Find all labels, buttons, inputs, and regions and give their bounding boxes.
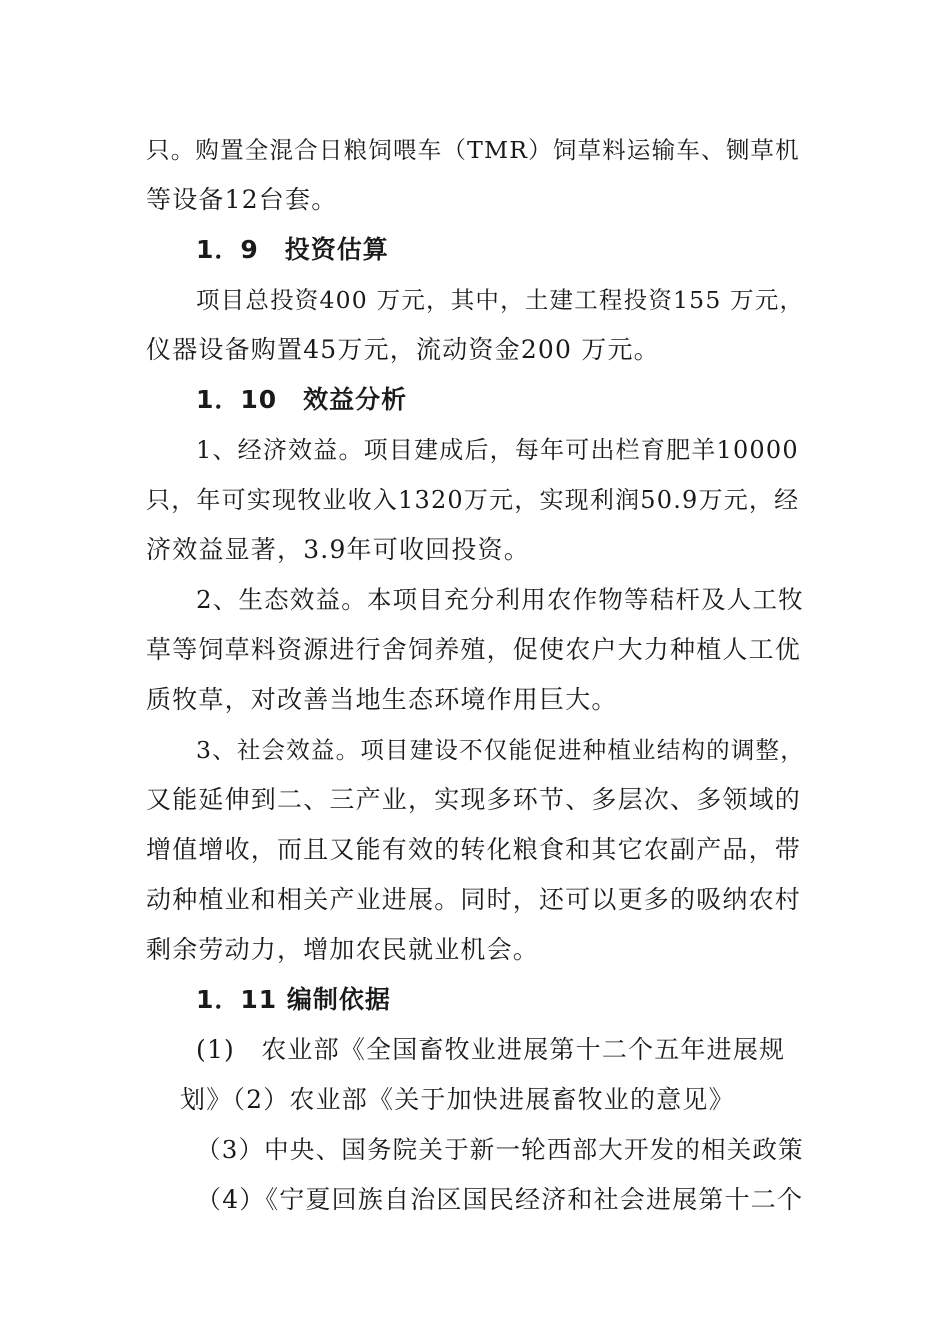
paragraph-line: 增值增收，而且又能有效的转化粮食和其它农副产品，带 (146, 835, 802, 864)
paragraph-line: 济效益显著，3.9年可收回投资。 (146, 535, 530, 564)
section-heading-benefit: 1．10 效益分析 (196, 385, 408, 414)
paragraph-line: 项目总投资400 万元，其中，土建工程投资155 万元， (196, 286, 805, 314)
paragraph-line: 3、社会效益。项目建设不仅能促进种植业结构的调整， (196, 736, 805, 764)
paragraph-line: 2、生态效益。本项目充分利用农作物等秸杆及人工牧 (196, 585, 804, 614)
paragraph-line: 只，年可实现牧业收入1320万元，实现利润50.9万元，经 (146, 486, 800, 514)
paragraph-line: 质牧草，对改善当地生态环境作用巨大。 (146, 685, 618, 714)
paragraph-line: （4）《宁夏回族自治区国民经济和社会进展第十二个 (196, 1185, 804, 1214)
section-heading-basis: 1．11 编制依据 (196, 985, 391, 1014)
paragraph-line: 仪器设备购置45万元，流动资金200 万元。 (146, 335, 660, 364)
paragraph-line: (1) 农业部《全国畜牧业进展第十二个五年进展规 (196, 1035, 786, 1064)
paragraph-line: 划》（2）农业部《关于加快进展畜牧业的意见》 (180, 1085, 735, 1114)
paragraph-line: 草等饲草料资源进行舍饲养殖，促使农户大力种植人工优 (146, 635, 802, 664)
paragraph-line: 动种植业和相关产业进展。同时，还可以更多的吸纳农村 (146, 885, 802, 914)
paragraph-line: 1、经济效益。项目建成后，每年可出栏育肥羊10000 (196, 436, 799, 464)
paragraph-line: （3）中央、国务院关于新一轮西部大开发的相关政策 (196, 1135, 804, 1164)
paragraph-line: 剩余劳动力，增加农民就业机会。 (146, 935, 540, 964)
paragraph-line: 只。购置全混合日粮饲喂车（TMR）饲草料运输车、铡草机 (146, 136, 800, 164)
section-heading-investment: 1．9 投资估算 (196, 235, 389, 264)
paragraph-line: 等设备12台套。 (146, 185, 338, 214)
paragraph-line: 又能延伸到二、三产业，实现多环节、多层次、多领域的 (146, 785, 802, 814)
